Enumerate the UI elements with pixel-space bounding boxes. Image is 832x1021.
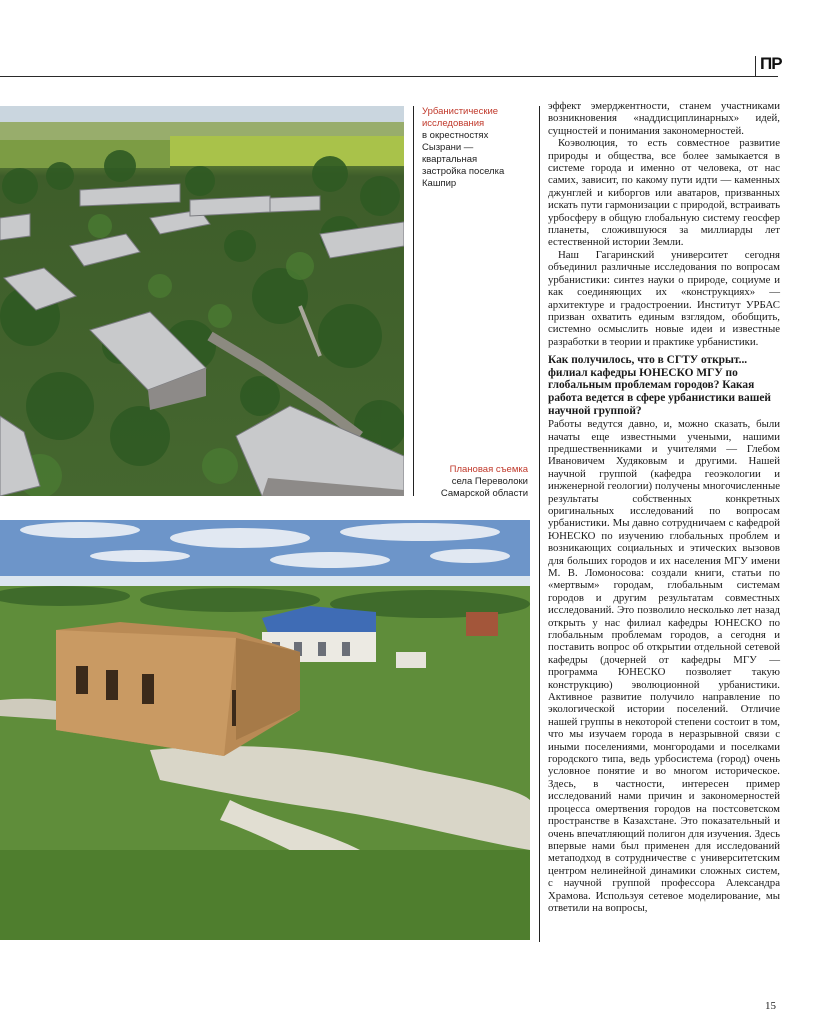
caption-text: села Переволоки Самарской области — [440, 476, 528, 499]
column-divider — [539, 106, 540, 942]
photo-caption-top — [422, 106, 522, 190]
article-column — [548, 100, 780, 914]
top-rule — [0, 76, 778, 77]
article-paragraph: Коэволюция, то есть совместное развитие природы и общества, все более замыкается в системе города и именно от человека, от нас самих, зависит, по какому пути идти — каменных джунглей и киборгов или аватаров, призванных искать пути гармонизации с природой, встраивать урбосферу в общую глобальную систему геосфер планеты, сложившуюся за миллиарды лет естественной истории Земли. — [548, 137, 780, 249]
caption-accent: Урбанистические исследования — [422, 106, 499, 129]
article-paragraph: Наш Гагаринский университет сегодня объединил различные исследования по вопросам урбанистики: синтез науки о природе, социуме и как соединяющих их «конструкциях» — архитектуре и градостроении. Институт УРБАС призван охватить единым взглядом, обобщить, системно осмыслить новые идеи и известные разработки в теории и практике урбанистики. — [548, 248, 780, 348]
aerial-photo-kashpir — [0, 106, 404, 496]
caption-accent: Плановая съемка — [449, 464, 528, 475]
photo-caption-bottom — [420, 464, 528, 500]
page-number: 15 — [765, 1000, 776, 1012]
logo-divider — [755, 56, 756, 76]
interview-question: Как получилось, что в СГТУ открыт... филиал кафедры ЮНЕСКО МГУ по глобальным проблемам городов? Какая работа ведется в сфере урбанистики вашей научной группой? — [548, 354, 771, 417]
aerial-photo-perevoloki — [0, 520, 530, 940]
magazine-logo: ПР — [760, 54, 782, 73]
article-paragraph: эффект эмерджентности, станем участниками возникновения «наддисциплинарных» идей, сущностей и понимания закономерностей. — [548, 100, 780, 137]
caption-divider — [413, 106, 414, 496]
article-paragraph: Работы ведутся давно, и, можно сказать, были начаты еще известными учеными, нашими предшественниками и учителями — Глебом Ивановичем Худяковым и другими. Нашей научной группой (кафедра геоэкологии и инженерной геологии) получены многочисленные результаты собственных конкретных оригинальных исследований по вопросам урбанистики. Мы давно сотрудничаем с кафедрой ЮНЕСКО по изучению глобальных проблем и возникающих социальных и этических вызовов для больших городов и их населения МГУ имени М. В. Ломоносова: создали книги, статьи по «мертвым» городам, глобальным системам городов и другим результатам совместных исследований. Это позволило несколько лет назад открыть у нас филиал кафедры ЮНЕСКО по глобальным проблемам городов, а сегодня и поставить вопрос об открытии отдельной сетевой кафедры (дочерней от кафедры МГУ — программа ЮНЕСКО позволяет такую конструкцию) эволюционной урбанистики. Активное развитие получило направление по экологической истории поселений. Отличие нашей группы в некоторой степени состоит в том, что мы изучаем города в неразрывной связи с иными поселениями, монгородами и поселками городского типа, ведь урбосистема (город) очень условное понятие и во многом историческое. Здесь, в частности, интересен пример исследований нами причин и закономерностей процесса омертвения городов на постсоветском пространстве в Казахстане. Это показательный и очень впечатляющий полигон для изучения. Здесь впервые нами был применен для исследований метаподход в сотрудничестве с университетским центром нелинейной динамики сложных систем, с научной группой профессора Александра Храмова. Используя сетевое моделирование, мы ответили на вопросы, — [548, 418, 780, 914]
caption-text: в окрестностях Сызрани — квартальная застройка поселка Кашпир — [422, 130, 505, 189]
